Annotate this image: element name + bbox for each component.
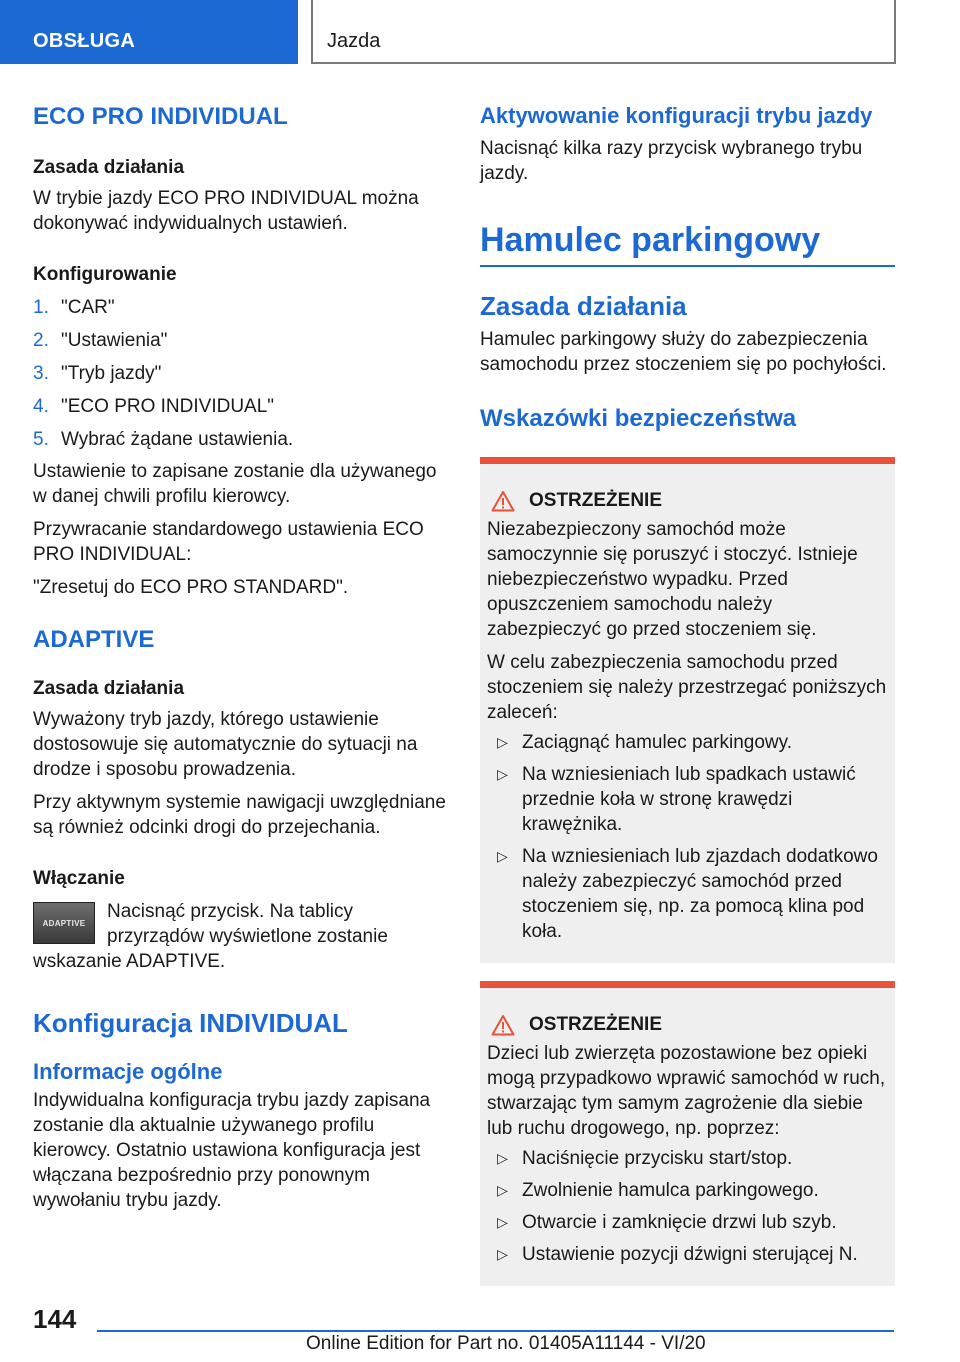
bullet-triangle-icon: ▷ bbox=[497, 1214, 508, 1230]
edition-note: Online Edition for Part no. 01405A11144 - VI/20 bbox=[306, 1333, 706, 1354]
config-text-2: Przywracanie standardowego ustawienia ECO PRO INDIVIDUAL: bbox=[33, 519, 424, 565]
warning-2-text: Dzieci lub zwierzęta pozostawione bez opieki mogą przypadkowo wprawić samochód w ruch, stwarzając tym samym zagrożenie dla siebie lub ruchu drogowego, np. poprzez: bbox=[487, 1043, 886, 1139]
warning-1-list bbox=[487, 730, 888, 944]
activation-text: Nacisnąć kilka razy przycisk wybranego trybu jazdy. bbox=[480, 138, 863, 184]
adaptive-principle-heading: Zasada działania bbox=[33, 678, 185, 699]
parking-principle-heading: Zasada działania bbox=[480, 291, 687, 321]
warning-triangle-icon bbox=[491, 1014, 515, 1036]
general-info-text: Indywidualna konfiguracja trybu jazdy zapisana zostanie dla aktualnie używanego profilu kierowcy. Ostatnio ustawiona konfiguracja jest włączana bezpośrednio przy ponownym wywołaniu trybu jazdy. bbox=[33, 1090, 431, 1211]
eco-principle-heading: Zasada działania bbox=[33, 157, 185, 178]
parking-principle-text: Hamulec parkingowy służy do zabezpieczenia samochodu przez stoczeniem się po pochyłości. bbox=[480, 329, 887, 375]
enable-heading: Włączanie bbox=[33, 868, 125, 889]
configure-steps bbox=[33, 295, 448, 452]
warning-1-text-1: Niezabezpieczony samochód może samoczynnie się poruszyć i stoczyć. Istnieje niebezpieczeństwo wypadku. Przed opuszczeniem samochodu należy zabezpieczyć go przed stoczeniem się. bbox=[487, 519, 858, 640]
config-text-1: Ustawienie to zapisane zostanie dla używanego w danej chwili profilu kierowcy. bbox=[33, 461, 437, 507]
bullet-triangle-icon: ▷ bbox=[497, 1246, 508, 1262]
configure-heading: Konfigurowanie bbox=[33, 264, 177, 285]
adaptive-text-2: Przy aktywnym systemie nawigacji uwzględniane są również odcinki drogi do przejechania. bbox=[33, 792, 446, 838]
list-item: ▷ Zaciągnąć hamulec parkingowy. bbox=[487, 730, 888, 755]
bullet-triangle-icon: ▷ bbox=[497, 1150, 508, 1166]
list-item: ▷ Naciśnięcie przycisku start/stop. bbox=[487, 1146, 888, 1171]
warning-title: OSTRZEŻENIE bbox=[487, 488, 888, 513]
warning-title: OSTRZEŻENIE bbox=[487, 1012, 888, 1037]
enable-block bbox=[33, 899, 448, 974]
chapter-title: Jazda bbox=[311, 0, 896, 64]
list-item: 4. "ECO PRO INDIVIDUAL" bbox=[33, 396, 275, 417]
config-text-3: "Zresetuj do ECO PRO STANDARD". bbox=[33, 577, 349, 598]
list-item: ▷ Na wzniesieniach lub zjazdach dodatkowo należy zabezpieczyć samochód przed stoczeniem się, np. za pomocą klina pod koła. bbox=[487, 844, 888, 944]
warning-1-text-2: W celu zabezpieczenia samochodu przed stoczeniem się należy przestrzegać poniższych zaleceń: bbox=[487, 652, 887, 723]
section-tab: OBSŁUGA bbox=[0, 0, 298, 64]
bullet-triangle-icon: ▷ bbox=[497, 848, 508, 864]
warning-triangle-icon bbox=[491, 490, 515, 512]
enable-text: Nacisnąć przycisk. Na tablicy przyrządów wyświetlone zostanie wskazanie ADAPTIVE. bbox=[33, 901, 388, 972]
general-info-heading: Informacje ogólne bbox=[33, 1059, 223, 1084]
individual-config-heading: Konfiguracja INDIVIDUAL bbox=[33, 1008, 348, 1038]
safety-heading: Wskazówki bezpieczeństwa bbox=[480, 405, 797, 432]
left-column bbox=[33, 98, 448, 1213]
list-item: 5. Wybrać żądane ustawienia. bbox=[33, 429, 294, 450]
list-item: ▷ Otwarcie i zamknięcie drzwi lub szyb. bbox=[487, 1210, 888, 1235]
list-item: ▷ Zwolnienie hamulca parkingowego. bbox=[487, 1178, 888, 1203]
list-item: ▷ Ustawienie pozycji dźwigni sterującej N. bbox=[487, 1242, 888, 1267]
activation-heading: Aktywowanie konfiguracji trybu jazdy bbox=[480, 103, 873, 128]
adaptive-heading: ADAPTIVE bbox=[33, 626, 155, 653]
bullet-triangle-icon: ▷ bbox=[497, 766, 508, 782]
list-item: 2. "Ustawienia" bbox=[33, 330, 168, 351]
adaptive-text-1: Wyważony tryb jazdy, którego ustawienie dostosowuje się automatycznie do sytuacji na drodze i sposobu prowadzenia. bbox=[33, 709, 418, 780]
adaptive-button-icon: ADAPTIVE bbox=[33, 902, 95, 944]
warning-box-2 bbox=[480, 981, 895, 1286]
eco-principle-text: W trybie jazdy ECO PRO INDIVIDUAL można dokonywać indywidualnych ustawień. bbox=[33, 188, 419, 234]
parking-brake-title: Hamulec parkingowy bbox=[480, 221, 821, 259]
warning-2-list bbox=[487, 1146, 888, 1267]
eco-pro-individual-heading: ECO PRO INDIVIDUAL bbox=[33, 103, 288, 130]
warning-box-1 bbox=[480, 457, 895, 963]
right-column bbox=[480, 98, 895, 1286]
bullet-triangle-icon: ▷ bbox=[497, 734, 508, 750]
page-number: 144 bbox=[33, 1304, 77, 1334]
title-underline bbox=[480, 265, 895, 267]
list-item: 3. "Tryb jazdy" bbox=[33, 363, 162, 384]
list-item: 1. "CAR" bbox=[33, 297, 115, 318]
list-item: ▷ Na wzniesieniach lub spadkach ustawić przednie koła w stronę krawędzi krawężnika. bbox=[487, 762, 888, 837]
bullet-triangle-icon: ▷ bbox=[497, 1182, 508, 1198]
